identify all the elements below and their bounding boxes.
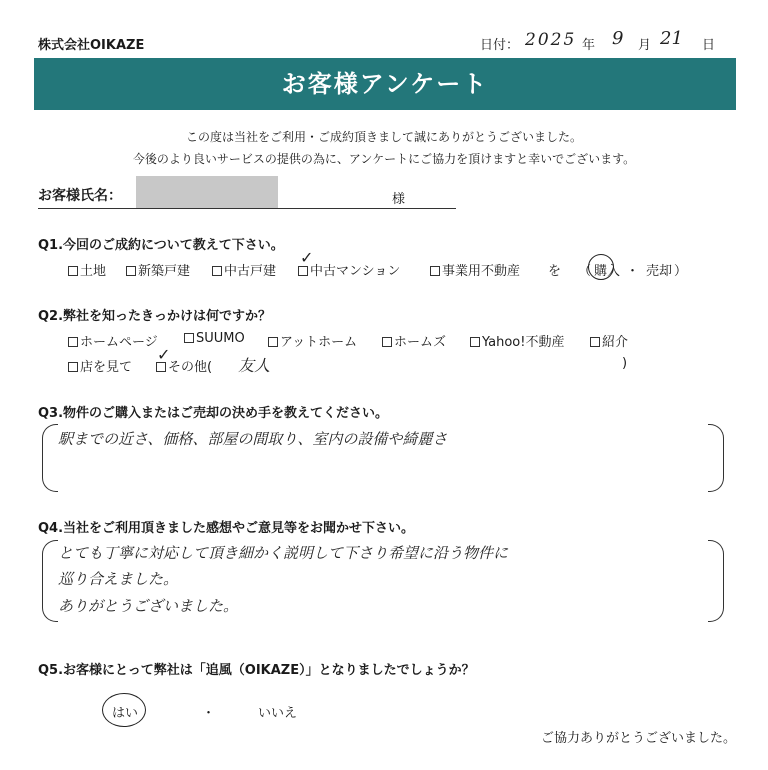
q1-connector: を xyxy=(548,264,562,279)
q2-option-store[interactable]: 店を見て xyxy=(68,356,132,375)
intro-line-2: 今後のより良いサービスの提供の為に、アンケートにご協力を頂けますと幸いでございます。 xyxy=(132,152,636,166)
q2-question: Q2.弊社を知ったきっかけは何ですか？ xyxy=(38,309,272,324)
check-mark-icon: ✓ xyxy=(300,248,314,267)
date-year: 2025 xyxy=(525,30,577,50)
q4-answer-line-2: 巡り合えました。 xyxy=(58,570,179,588)
answer-bracket-right xyxy=(708,424,724,492)
q2-option-yahoo[interactable]: Yahoo!不動産 xyxy=(470,331,564,350)
date-day-unit: 日 xyxy=(702,38,716,53)
answer-bracket-right xyxy=(708,540,724,622)
redacted-name xyxy=(136,176,278,208)
answer-bracket-left xyxy=(42,424,58,492)
circle-mark-icon xyxy=(102,693,146,727)
checkbox[interactable] xyxy=(470,337,480,347)
checkbox[interactable] xyxy=(68,266,78,276)
q1-option-land[interactable]: 土地 xyxy=(68,260,106,279)
date-year-unit: 年 xyxy=(582,38,596,53)
checkbox[interactable] xyxy=(68,362,78,372)
checkbox[interactable] xyxy=(268,337,278,347)
q3-answer: 駅までの近さ、価格、部屋の間取り、室内の設備や綺麗さ xyxy=(58,430,448,448)
check-mark-icon: ✓ xyxy=(157,345,171,364)
company-name: 株式会社OIKAZE xyxy=(38,38,145,53)
q1-question: Q1.今回のご成約について教えて下さい。 xyxy=(38,238,284,253)
checkbox[interactable] xyxy=(212,266,222,276)
q2-close-paren: ) xyxy=(622,356,628,371)
date-month-unit: 月 xyxy=(638,38,652,53)
checkbox[interactable] xyxy=(126,266,136,276)
title-banner: お客様アンケート xyxy=(34,58,736,110)
q1-option-used-mansion[interactable]: 中古マンション xyxy=(298,260,400,279)
q5-no[interactable]: いいえ xyxy=(258,706,298,721)
intro-line-1: この度は当社をご利用・ご成約頂きまして誠にありがとうございました。 xyxy=(185,130,582,144)
checkbox[interactable] xyxy=(590,337,600,347)
q5-question: Q5.お客様にとって弊社は「追風（OIKAZE）」となりましたでしょうか？ xyxy=(38,663,475,678)
q5-yes[interactable]: はい xyxy=(112,706,139,721)
q2-option-referral[interactable]: 紹介 xyxy=(590,331,628,350)
q4-question: Q4.当社をご利用頂きました感想やご意見等をお聞かせ下さい。 xyxy=(38,521,415,536)
q3-question: Q3.物件のご購入またはご売却の決め手を教えてください。 xyxy=(38,406,389,421)
checkbox[interactable] xyxy=(430,266,440,276)
q2-option-homes[interactable]: ホームズ xyxy=(382,331,446,350)
q4-answer-line-1: とても丁寧に対応して頂き細かく説明して下さり希望に沿う物件に xyxy=(58,544,509,562)
q1-option-new-house[interactable]: 新築戸建 xyxy=(126,260,190,279)
q2-option-athome[interactable]: アットホーム xyxy=(268,331,357,350)
q5-sep: ・ xyxy=(202,706,216,721)
customer-name-suffix: 様 xyxy=(392,192,406,207)
answer-bracket-left xyxy=(42,540,58,622)
q1-deal-buy[interactable]: 購入 xyxy=(594,264,621,279)
q2-option-suumo[interactable]: SUUMO xyxy=(184,331,245,346)
checkbox[interactable] xyxy=(184,333,194,343)
q1-option-business[interactable]: 事業用不動産 xyxy=(430,260,520,279)
name-underline xyxy=(38,208,456,209)
q2-option-other[interactable]: その他( xyxy=(156,356,212,375)
date-day: 21 xyxy=(660,28,683,49)
date-month: 9 xyxy=(612,28,624,49)
circle-mark-icon xyxy=(588,254,614,280)
checkbox[interactable] xyxy=(298,266,308,276)
footer-thanks: ご協力ありがとうございました。 xyxy=(540,731,736,746)
date-label: 日付： xyxy=(480,38,520,53)
checkbox[interactable] xyxy=(382,337,392,347)
q1-paren-close: ） xyxy=(674,264,688,279)
q2-other-text: 友人 xyxy=(238,356,271,375)
q4-answer-line-3: ありがとうございました。 xyxy=(58,597,239,615)
q1-deal-sell[interactable]: 売却 xyxy=(646,264,673,279)
q1-deal-sep: ・ xyxy=(626,264,640,279)
q1-option-used-house[interactable]: 中古戸建 xyxy=(212,260,276,279)
checkbox[interactable] xyxy=(68,337,78,347)
q1-paren-open: （ xyxy=(578,264,592,279)
customer-name-label: お客様氏名： xyxy=(38,188,122,204)
q2-option-homepage[interactable]: ホームページ xyxy=(68,331,158,350)
